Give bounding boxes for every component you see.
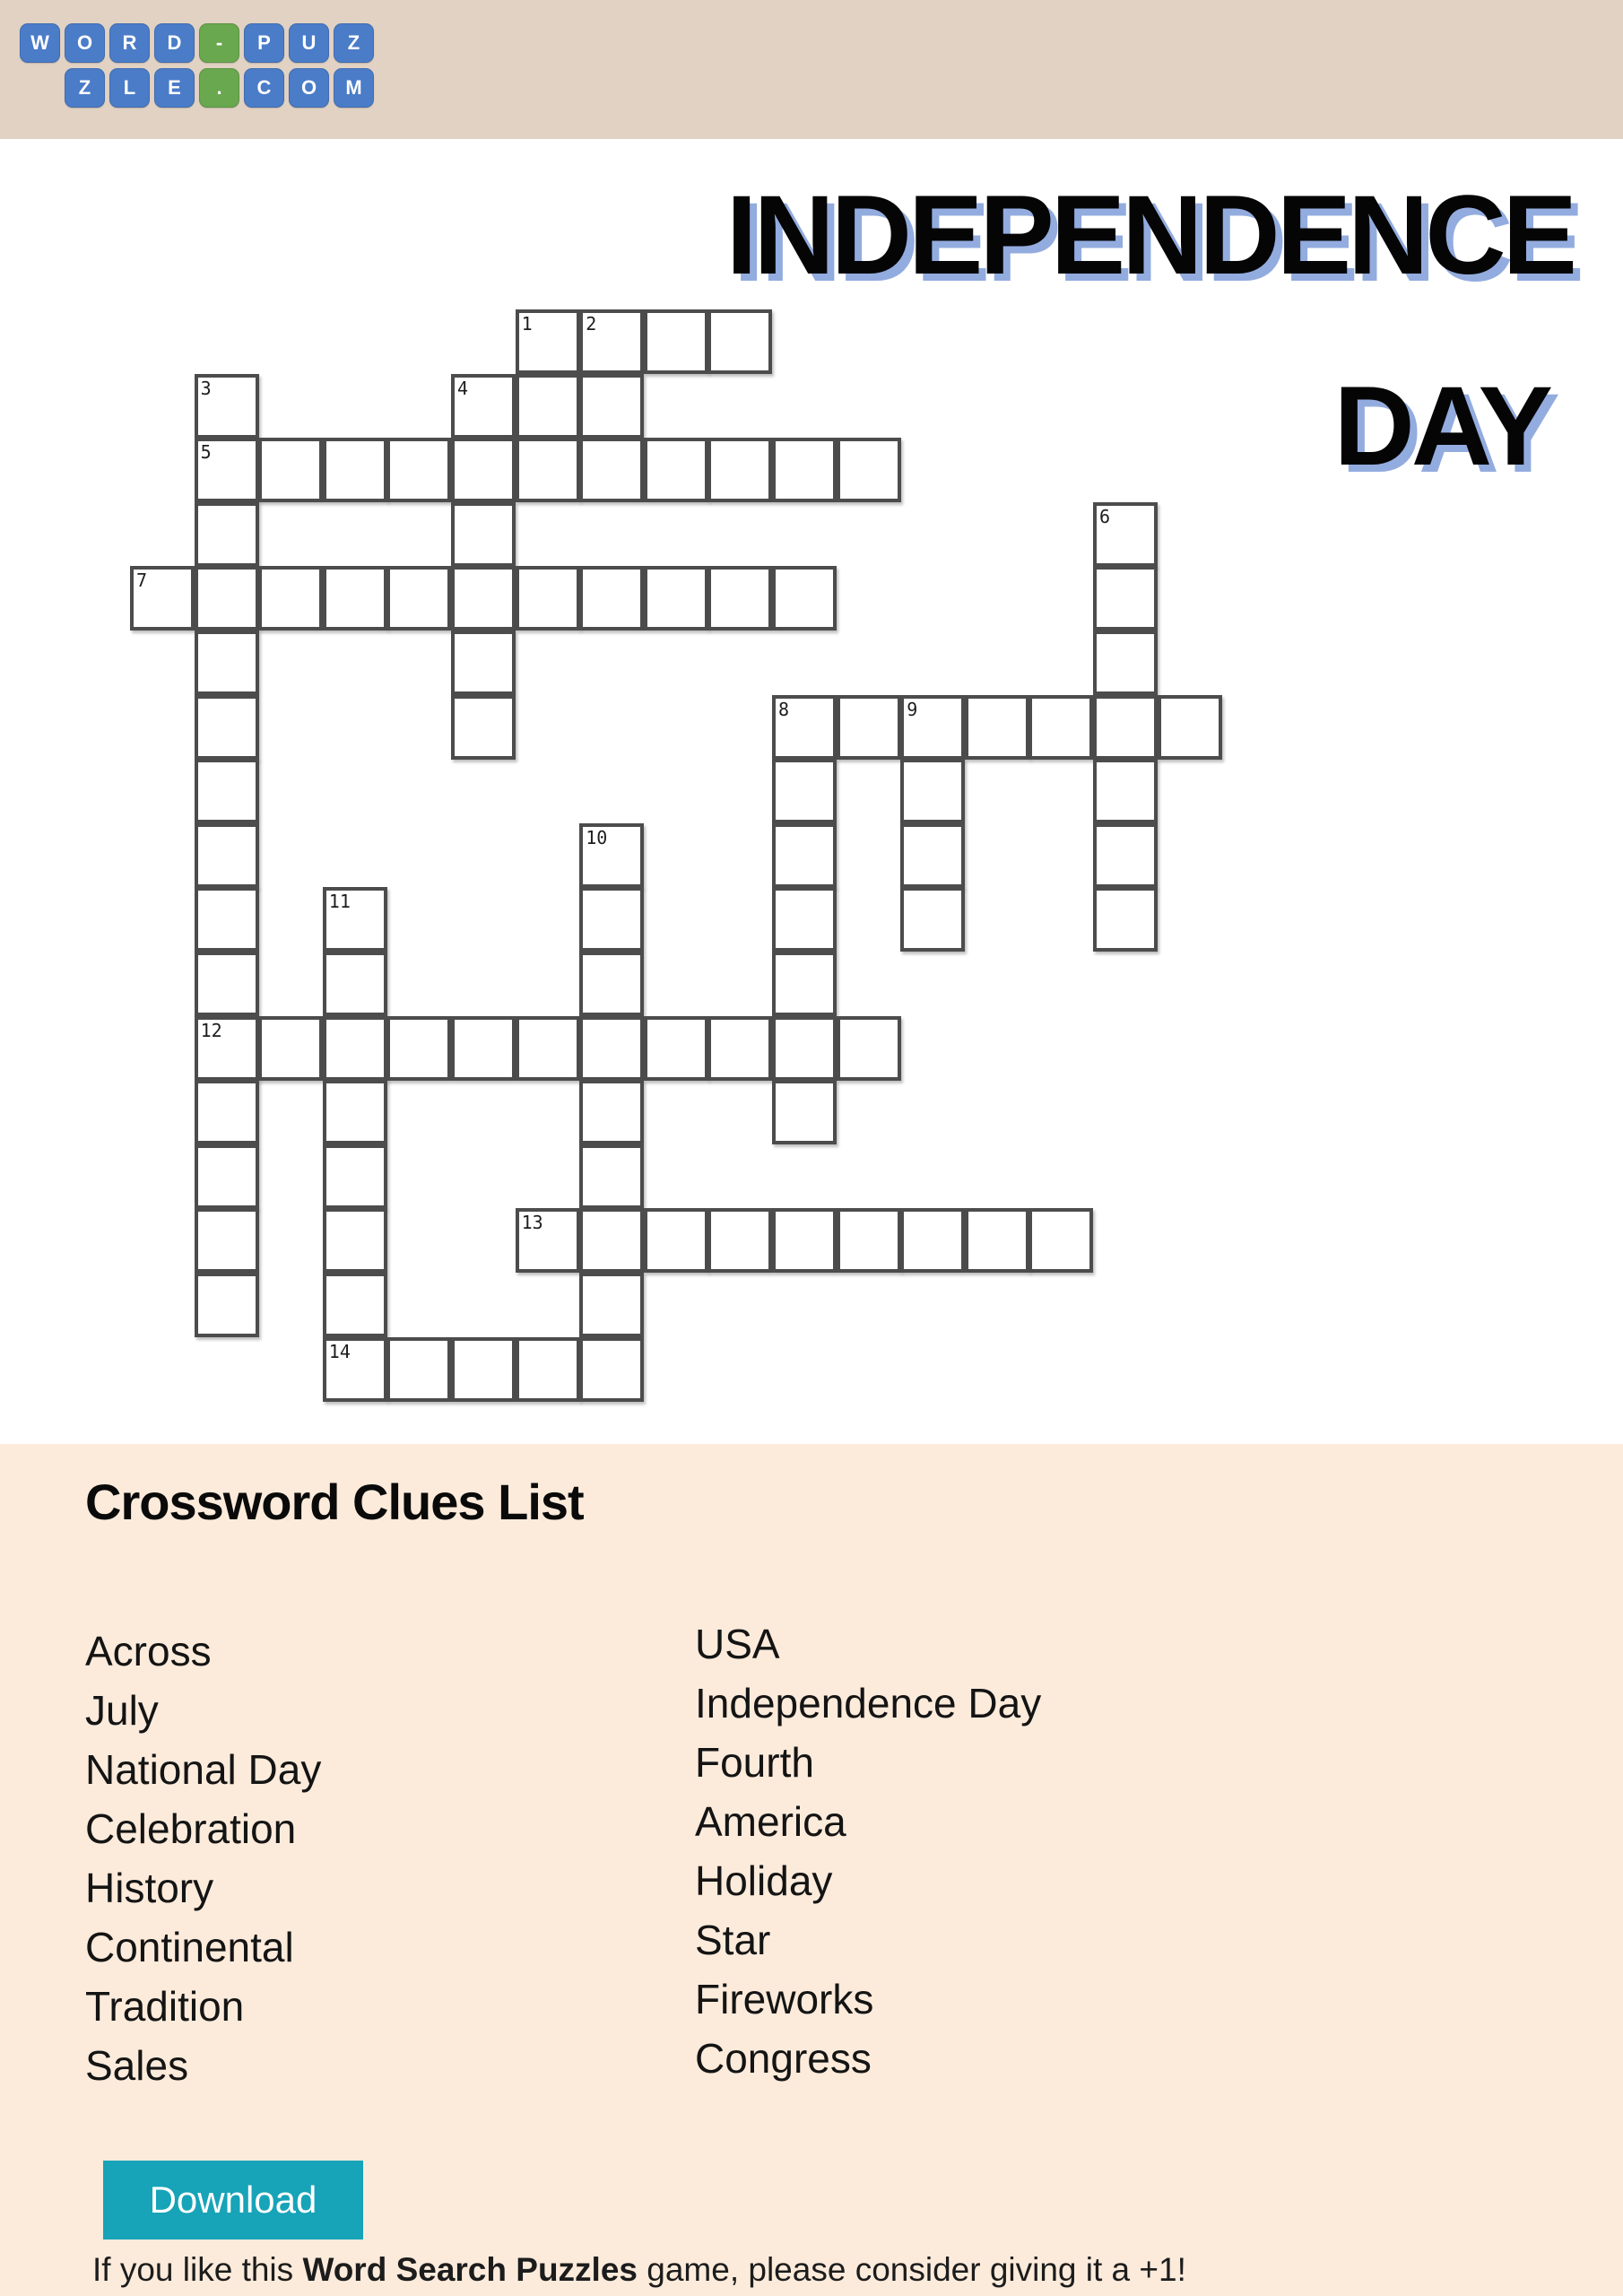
grid-cell bbox=[579, 1337, 644, 1402]
clue-item: Independence Day bbox=[695, 1680, 1042, 1726]
grid-cell bbox=[837, 1208, 901, 1273]
grid-cell bbox=[772, 1016, 837, 1081]
footer-note-suffix: game, please consider giving it a +1! bbox=[637, 2251, 1186, 2288]
grid-cell bbox=[451, 1337, 516, 1402]
cell-number: 9 bbox=[907, 698, 918, 720]
grid-cell bbox=[1158, 695, 1222, 760]
cell-number: 12 bbox=[200, 1019, 222, 1041]
grid-cell bbox=[837, 438, 901, 502]
grid-cell bbox=[195, 631, 259, 695]
clue-item: Congress bbox=[695, 2035, 872, 2082]
grid-cell-numbered-10 bbox=[579, 823, 644, 888]
grid-cell bbox=[772, 759, 837, 823]
cell-number: 5 bbox=[200, 441, 212, 464]
grid-cell bbox=[1093, 823, 1158, 888]
clue-item: America bbox=[695, 1798, 846, 1845]
grid-cell-numbered-13 bbox=[516, 1208, 580, 1273]
footer-note bbox=[92, 2251, 1186, 2289]
grid-cell bbox=[1028, 1208, 1093, 1273]
clue-item: USA bbox=[695, 1621, 780, 1667]
grid-cell bbox=[772, 823, 837, 888]
grid-cell bbox=[579, 1273, 644, 1337]
grid-cell bbox=[644, 438, 708, 502]
puzzle-section bbox=[0, 139, 1623, 1444]
logo-row-word-puz bbox=[20, 23, 374, 63]
grid-cell-numbered-11 bbox=[323, 887, 387, 952]
grid-cell bbox=[837, 695, 901, 760]
grid-cell bbox=[900, 759, 965, 823]
grid-cell bbox=[707, 566, 772, 631]
grid-cell bbox=[323, 952, 387, 1016]
cell-number: 8 bbox=[778, 698, 790, 720]
grid-cell bbox=[195, 952, 259, 1016]
logo-tile: P bbox=[244, 23, 284, 63]
logo-tile: L bbox=[109, 68, 150, 108]
grid-cell bbox=[386, 438, 451, 502]
grid-cell-numbered-5 bbox=[195, 438, 259, 502]
grid-cell bbox=[451, 438, 516, 502]
grid-cell bbox=[195, 1208, 259, 1273]
grid-cell bbox=[1028, 695, 1093, 760]
grid-cell bbox=[900, 1208, 965, 1273]
grid-cell bbox=[900, 823, 965, 888]
logo-tile: O bbox=[289, 68, 329, 108]
grid-cell bbox=[258, 438, 323, 502]
logo-tile: - bbox=[199, 23, 239, 63]
grid-cell bbox=[579, 566, 644, 631]
grid-cell bbox=[965, 1208, 1029, 1273]
grid-cell bbox=[195, 1080, 259, 1144]
grid-cell bbox=[772, 566, 837, 631]
grid-cell-numbered-6 bbox=[1093, 502, 1158, 567]
clue-item: Tradition bbox=[85, 1983, 245, 2030]
grid-cell bbox=[837, 1016, 901, 1081]
clue-item: National Day bbox=[85, 1746, 322, 1793]
grid-cell-numbered-2 bbox=[579, 309, 644, 374]
grid-cell-numbered-7 bbox=[130, 566, 195, 631]
grid-cell bbox=[1093, 631, 1158, 695]
grid-cell bbox=[195, 502, 259, 567]
clue-item: Across bbox=[85, 1628, 212, 1674]
page-title-line1: INDEPENDENCE bbox=[725, 173, 1574, 298]
clue-item: Fireworks bbox=[695, 1976, 874, 2022]
logo-tile: C bbox=[244, 68, 284, 108]
logo-tile: U bbox=[289, 23, 329, 63]
logo-tile: O bbox=[65, 23, 105, 63]
site-logo[interactable] bbox=[20, 23, 374, 113]
grid-cell-numbered-4 bbox=[451, 374, 516, 439]
clue-item: History bbox=[85, 1865, 214, 1911]
grid-cell bbox=[1093, 566, 1158, 631]
grid-cell bbox=[451, 631, 516, 695]
clue-item: Celebration bbox=[85, 1805, 297, 1852]
footer-note-prefix: If you like this bbox=[92, 2251, 303, 2288]
grid-cell bbox=[644, 309, 708, 374]
cell-number: 7 bbox=[136, 570, 148, 592]
grid-cell bbox=[579, 438, 644, 502]
clue-item: Holiday bbox=[695, 1857, 833, 1904]
grid-cell bbox=[195, 1273, 259, 1337]
grid-cell bbox=[772, 438, 837, 502]
grid-cell-numbered-1 bbox=[516, 309, 580, 374]
clues-column-right bbox=[695, 1614, 1041, 2088]
grid-cell bbox=[707, 1016, 772, 1081]
footer-note-bold: Word Search Puzzles bbox=[302, 2251, 638, 2288]
grid-cell bbox=[772, 952, 837, 1016]
page-title-line2: DAY bbox=[1333, 364, 1549, 489]
grid-cell bbox=[386, 1337, 451, 1402]
grid-cell bbox=[900, 887, 965, 952]
grid-cell bbox=[451, 502, 516, 567]
grid-cell bbox=[579, 1080, 644, 1144]
grid-cell bbox=[323, 438, 387, 502]
clue-item: Sales bbox=[85, 2042, 189, 2089]
logo-tile: Z bbox=[334, 23, 374, 63]
grid-cell bbox=[772, 887, 837, 952]
cell-number: 1 bbox=[521, 313, 533, 335]
grid-cell-numbered-14 bbox=[323, 1337, 387, 1402]
grid-cell bbox=[707, 1208, 772, 1273]
grid-cell-numbered-8 bbox=[772, 695, 837, 760]
grid-cell bbox=[195, 887, 259, 952]
grid-cell bbox=[195, 1144, 259, 1209]
grid-cell bbox=[451, 566, 516, 631]
cell-number: 13 bbox=[521, 1212, 543, 1234]
clue-item: July bbox=[85, 1687, 159, 1734]
download-button[interactable]: Download bbox=[103, 2161, 363, 2239]
top-header-band bbox=[0, 0, 1623, 139]
grid-cell-numbered-12 bbox=[195, 1016, 259, 1081]
cell-number: 2 bbox=[586, 313, 597, 335]
grid-cell bbox=[195, 759, 259, 823]
grid-cell bbox=[579, 1016, 644, 1081]
grid-cell-numbered-3 bbox=[195, 374, 259, 439]
logo-tile: . bbox=[199, 68, 239, 108]
logo-tile: M bbox=[334, 68, 374, 108]
logo-tile: D bbox=[154, 23, 195, 63]
grid-cell bbox=[258, 566, 323, 631]
grid-cell bbox=[579, 1144, 644, 1209]
logo-row-zle-com bbox=[65, 68, 374, 108]
grid-cell bbox=[707, 438, 772, 502]
grid-cell bbox=[1093, 695, 1158, 760]
clue-item: Fourth bbox=[695, 1739, 814, 1786]
clues-heading: Crossword Clues List bbox=[85, 1474, 584, 1530]
grid-cell bbox=[579, 952, 644, 1016]
grid-cell bbox=[195, 823, 259, 888]
grid-cell-numbered-9 bbox=[900, 695, 965, 760]
grid-cell bbox=[1093, 887, 1158, 952]
grid-cell bbox=[644, 1208, 708, 1273]
grid-cell bbox=[258, 1016, 323, 1081]
grid-cell bbox=[451, 1016, 516, 1081]
logo-tile: W bbox=[20, 23, 60, 63]
grid-cell bbox=[707, 309, 772, 374]
grid-cell bbox=[516, 1337, 580, 1402]
cell-number: 10 bbox=[586, 826, 608, 848]
grid-cell bbox=[516, 566, 580, 631]
grid-cell bbox=[579, 887, 644, 952]
logo-tile: Z bbox=[65, 68, 105, 108]
logo-tile: R bbox=[109, 23, 150, 63]
grid-cell bbox=[451, 695, 516, 760]
grid-cell bbox=[644, 1016, 708, 1081]
cell-number: 3 bbox=[200, 377, 212, 399]
grid-cell bbox=[965, 695, 1029, 760]
grid-cell bbox=[323, 1144, 387, 1209]
grid-cell bbox=[579, 1208, 644, 1273]
cell-number: 11 bbox=[328, 891, 351, 913]
grid-cell bbox=[323, 1016, 387, 1081]
grid-cell bbox=[579, 374, 644, 439]
grid-cell bbox=[323, 1273, 387, 1337]
grid-cell bbox=[772, 1080, 837, 1144]
clue-item: Continental bbox=[85, 1924, 294, 1970]
grid-cell bbox=[323, 566, 387, 631]
clues-section bbox=[0, 1444, 1623, 2296]
grid-cell bbox=[516, 1016, 580, 1081]
grid-cell bbox=[1093, 759, 1158, 823]
grid-cell bbox=[386, 566, 451, 631]
grid-cell bbox=[195, 566, 259, 631]
cell-number: 6 bbox=[1099, 505, 1111, 527]
cell-number: 14 bbox=[328, 1340, 351, 1362]
clue-item: Star bbox=[695, 1917, 771, 1963]
grid-cell bbox=[195, 695, 259, 760]
grid-cell bbox=[516, 374, 580, 439]
grid-cell bbox=[772, 1208, 837, 1273]
grid-cell bbox=[323, 1208, 387, 1273]
grid-cell bbox=[323, 1080, 387, 1144]
logo-tile: E bbox=[154, 68, 195, 108]
cell-number: 4 bbox=[457, 377, 469, 399]
grid-cell bbox=[516, 438, 580, 502]
grid-cell bbox=[644, 566, 708, 631]
clues-column-left bbox=[85, 1622, 321, 2095]
grid-cell bbox=[386, 1016, 451, 1081]
